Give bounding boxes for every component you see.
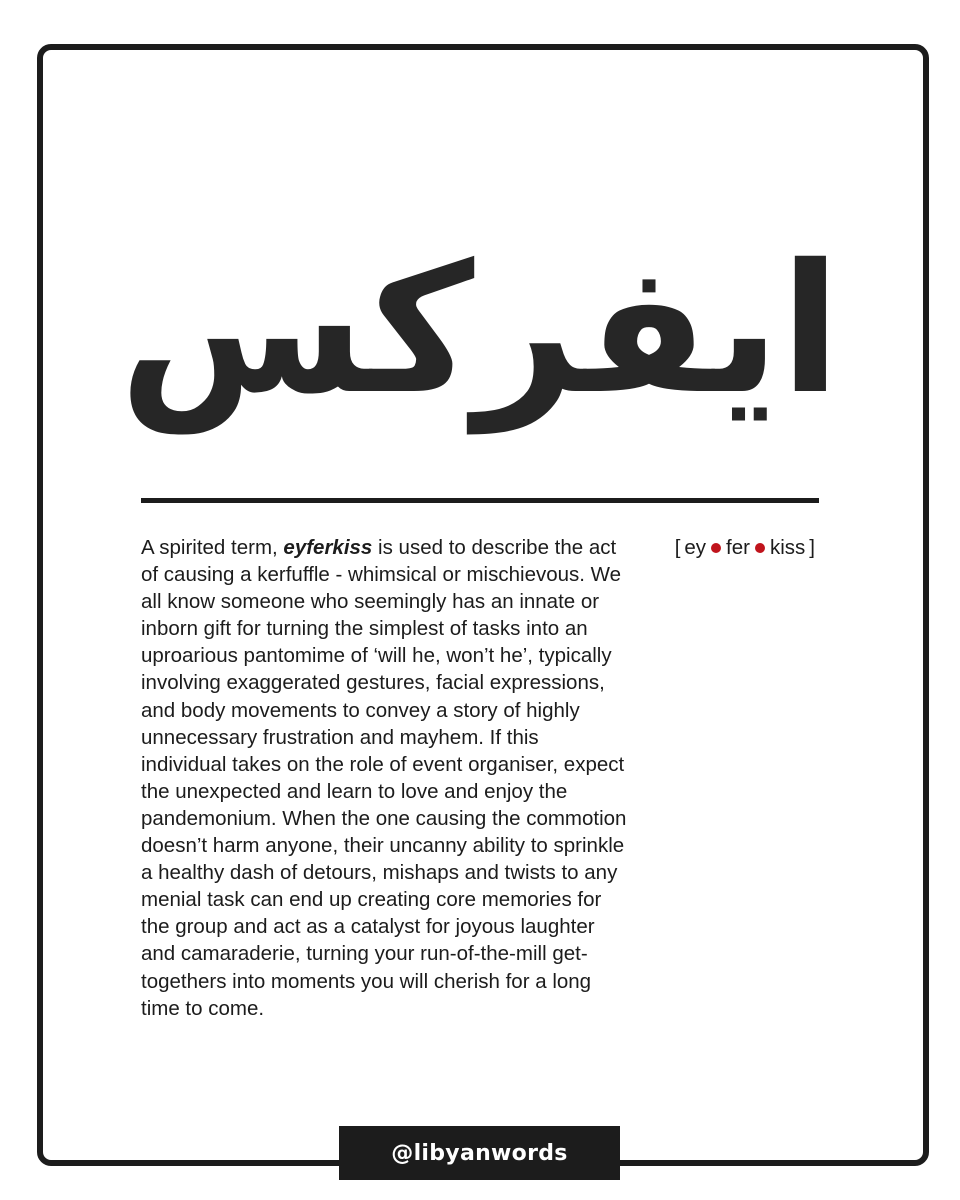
definition-intro: A spirited term, xyxy=(141,536,284,559)
pronunciation-syllable-3: kiss xyxy=(769,536,806,559)
definition-body: is used to describe the act of causing a kerfuffle - whimsical or mischievous. We all know someone who seemingly has an innate or inborn gift for turning the simplest of tasks into an uproarious pantomime of ‘will he, won’t he’, typically involving exaggerated gestures, facial expressions, and body movements to convey a story of highly unnecessary frustration and mayhem. If this individual takes on the role of event organiser, expect the unexpected and learn to love and enjoy the pandemonium. When the one causing the commotion doesn’t harm anyone, their uncanny ability to sprinkle a healthy dash of detours, mishaps and twists to any menial task can end up creating core memories for the group and act as a catalyst for joyous laughter and camaraderie, turning your run-of-the-mill get-togethers into moments you will cherish for a long time to come. xyxy=(141,536,627,1020)
definition-term: eyferkiss xyxy=(283,536,373,559)
pronunciation-open-bracket: [ xyxy=(674,536,681,559)
pronunciation xyxy=(671,534,819,561)
pronunciation-syllable-2: fer xyxy=(726,536,750,559)
divider-line xyxy=(141,498,819,503)
syllable-separator-dot xyxy=(755,543,765,553)
handle-badge xyxy=(339,1126,620,1180)
pronunciation-syllable-1: ey xyxy=(684,536,707,559)
social-handle: @libyanwords xyxy=(391,1140,568,1166)
syllable-separator-dot xyxy=(711,543,721,553)
definition-text xyxy=(141,534,627,1022)
arabic-word: ايفركس xyxy=(119,226,841,433)
pronunciation-close-bracket: ] xyxy=(809,536,815,559)
